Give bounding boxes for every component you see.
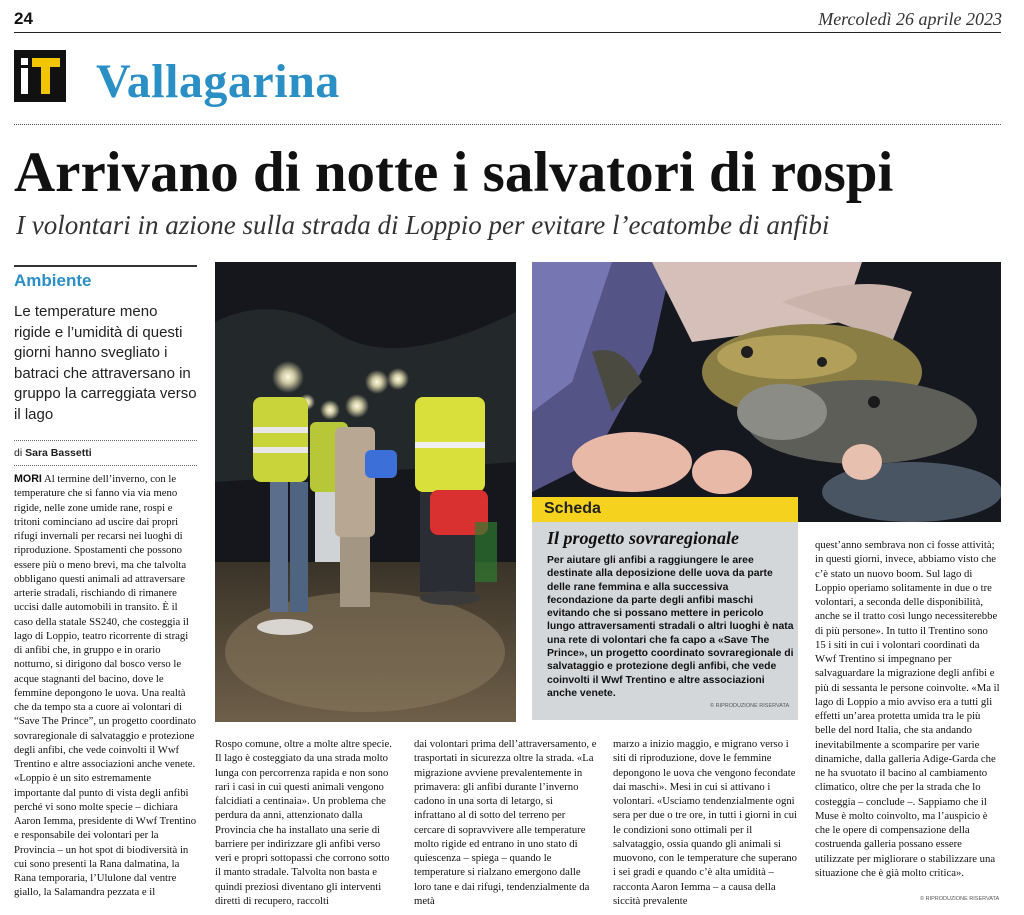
byline-author: Sara Bassetti <box>25 447 92 459</box>
toads-photo <box>532 262 1001 522</box>
dateline: MORI <box>14 473 42 485</box>
byline <box>14 447 92 459</box>
byline-prefix: di <box>14 447 23 459</box>
article-column-5 <box>815 538 1001 894</box>
article-column-3 <box>414 737 597 909</box>
column-3-text: dai volontari prima dell’attraversamento, e trasportati in sicurezza oltre la strada. «La migrazione avviene prevalentemente in primavera: gli anfibi durante l’inverno cadono in una sorta di letargo, si infrattano al di sotto del terreno per cercare di sopravvivere alle temperature molto rigide ed entrano in uno stato di quiescenza – spiega – quando le temperature si rialzano emergono dalle loro tane e dai rifugi, tendenzialmente da metà <box>414 738 597 907</box>
column-4-text: marzo a inizio maggio, e migrano verso i siti di riproduzione, dove le femmine depongono le uova che vengono fecondate dai maschi». Mesi in cui si attivano i volontari. «Usciamo tendenzialmente ogni sera per due o tre ore, in tutti i giorni in cui le condizioni sono ottimali per il salvataggio, ossia quando gli animali si muovono, con le temperature che superano i sei gradi e quando c’è alta umidità – racconta Aaron Iemma – a causa della siccità prevalente <box>613 738 798 907</box>
headline: Arrivano di notte i salvatori di rospi <box>14 141 894 204</box>
sidebar-title: Il progetto sovraregionale <box>547 528 739 548</box>
article-copyright: © RIPRODUZIONE RISERVATA <box>920 896 1000 902</box>
volunteers-night-photo <box>215 262 516 722</box>
section-title: Vallagarina <box>96 55 340 108</box>
newspaper-logo <box>14 50 66 102</box>
page-number: 24 <box>14 9 33 28</box>
byline-divider <box>14 465 197 466</box>
column-5-text: quest’anno sembrava non ci fosse attività; in questi giorni, invece, abbiamo visto che c’è stato un nuovo boom. Sul lago di Loppio operiamo solitamente in due o tre volontari, a seconda delle disponibilità, anche se il tratto così lungo necessiterebbe di più persone». In tutto il Trentino sono 15 i siti in cui i volontari coordinati da Wwf Trentino si impegnano per salvaguardare la migrazione degli anfibi e più di sessanta le persone coinvolte. «Ma il lago di Loppio a mio avviso era a tutti gli effetti un’area protetta umida tra le più belle del nord Italia, che sta andando inevitabilmente a scomparire per varie dinamiche, dalla galleria Adige-Garda che ne ha svuotato il bacino al cambiamento climatico, oltre che per la strada che lo costeggia – conclude –. Sappiamo che il Muse è molto coinvolto, ma l’auspicio è che le opere di compensazione della costruenda galleria possano essere utilizzate per migliorare o stabilizzare una situazione che è già molto critica». <box>815 539 1000 879</box>
article-column-1 <box>14 472 198 908</box>
sidebar-label: Scheda <box>544 500 601 517</box>
column-2-text: Rospo comune, oltre a molte altre specie. Il lago è costeggiato da una strada molto lunga con percorrenza rapida e non sono rari i casi in cui questi animali vengono falcidiati a centinaia». Un problema che perdura da anni, attenzionato dalla Provincia che ha installato una serie di barriere per indirizzare gli anfibi verso veri e propri sottopassi che corrono sotto il manto stradale. Talvolta non basta e quindi preziosi diventano gli interventi diretti di recupero, raccolti <box>215 738 392 907</box>
article-column-4 <box>613 737 798 909</box>
category-rule <box>14 265 197 267</box>
sidebar-copyright: © RIPRODUZIONE RISERVATA <box>710 703 790 709</box>
sidebar-label-bar <box>532 497 798 522</box>
subheadline: I volontari in azione sulla strada di Loppio per evitare l’ecatombe di anfibi <box>16 210 830 240</box>
category-label: Ambiente <box>14 271 92 290</box>
article-column-2 <box>215 737 398 909</box>
article-summary: Le temperature meno rigide e l’umidità di questi giorni hanno svegliato i batraci che attraversano in gruppo la carreggiata verso il lago <box>14 303 197 423</box>
section-divider <box>14 124 1001 125</box>
column-1-text: Al termine dell’inverno, con le temperature che si fanno via via meno rigide, nelle zone umide rane, rospi e tritoni cominciano ad uscire dai propri rifugi invernali per recarsi nei luoghi di riproduzione. Spostamenti che possono essere più o meno brevi, ma che talvolta obbligano questi animali ad attraversare arterie stradali, rischiando di rimanere uccisi dalle automobili in transito. È il caso della statale SS240, che costeggia il lago di Loppio, teatro ricorrente di stragi di anfibi che, in gruppo e in orario notturno, si dirigono dal bosco verso le acque stagnanti del bacino, dove le femmine depongono le uova. Una realtà che da tempo sta a cuore ai volontari di “Save The Prince”, un progetto coordinato sovraregionale di salvataggio e protezione degli anfibi, che vede coinvolti il Wwf Trentino e altre associazioni anche venete. «Loppio è un sito estremamente importante dal punto di vista degli anfibi perché vi sono molte specie – dichiara Aaron Iemma, presidente di Wwf Trentino e responsabile dei volontari per la Provincia – un hot spot di biodiversità in cui sono presenti la Rana dalmatina, la Rana temporaria, l’Ululone dal ventre giallo, la Salamandra pezzata e il <box>14 473 197 899</box>
summary-divider <box>14 440 197 441</box>
header-rule <box>14 32 1001 33</box>
sidebar-text: Per aiutare gli anfibi a raggiungere le aree destinate alla deposizione delle uova da parte delle rane femmina e alla successiva fecondazione da parte degli anfibi maschi evitando che si possano mettere in pericolo lungo attraversamenti stradali o altri luoghi è nata una rete di volontari che fa capo a «Save The Prince», un progetto coordinato sovraregionale di salvataggio e protezione degli anfibi, che vede coinvolti il Wwf Trentino e altre associazioni anche venete. <box>547 555 794 699</box>
issue-date: Mercoledì 26 aprile 2023 <box>818 9 1002 29</box>
